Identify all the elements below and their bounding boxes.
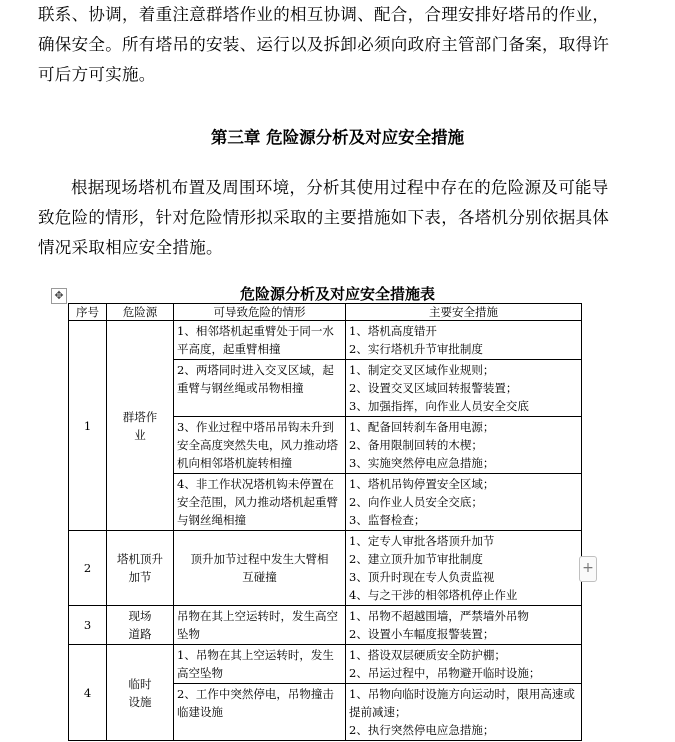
cell-source [107,645,174,741]
text-line: 可后方可实施。 [38,65,156,84]
cell-situation [174,531,346,606]
source-text: 群塔作业 [122,409,158,442]
measure-line: 4、与之干涉的相邻塔机停止作业 [349,588,518,602]
cell-no: 3 [69,606,107,645]
table-row [69,531,582,606]
measure-line: 2、设置小车幅度报警装置； [349,627,495,641]
chapter-title: 第三章 危险源分析及对应安全措施 [210,128,465,147]
text-line: 联系、协调，着重注意群塔作业的相互协调、配合，合理安排好塔吊的作业， [38,5,610,24]
text-line: 情况采取相应安全措施。 [38,238,223,257]
table-row [69,645,582,684]
cell-measures [346,645,582,684]
table-header-row [69,304,582,321]
measure-line: 2、设置交叉区域回转报警装置； [349,381,518,395]
paragraph-top [38,0,630,90]
table-move-handle-icon[interactable]: ✥ [51,288,67,304]
header-cell: 主要安全措施 [346,304,582,321]
measure-line: 1、吊物不超越围墙，严禁墙外吊物 [349,609,529,623]
source-text: 现场道路 [128,609,152,641]
table-row [69,321,582,360]
measure-line: 3、实施突然停电应急措施； [349,456,495,470]
cell-source [107,531,174,606]
table-row [69,606,582,645]
measure-line: 3、加强指挥，向作业人员安全交底 [349,399,529,413]
cell-situation: 2、两塔同时进入交叉区域，起重臂与钢丝绳或吊物相撞 [174,360,346,417]
add-row-plus-icon[interactable]: + [579,556,597,582]
cell-source [107,606,174,645]
cell-situation: 2、工作中突然停电，吊物撞击临建设施 [174,684,346,741]
cell-situation: 1、相邻塔机起重臂处于同一水平高度，起重臂相撞 [174,321,346,360]
source-text: 塔机顶升加节 [117,552,163,584]
cell-source [107,321,174,531]
cell-measures [346,684,582,741]
cell-situation: 3、作业过程中塔吊吊钩未升到安全高度突然失电，风力推动塔机向相邻塔机旋转相撞 [174,417,346,474]
cell-measures [346,360,582,417]
cell-measures [346,321,582,360]
text-line: 确保安全。所有塔吊的安装、运行以及拆卸必须向政府主管部门备案，取得许 [38,35,610,54]
table-title: 危险源分析及对应安全措施表 [239,285,435,303]
measure-line: 1、定专人审批各塔顶升加节 [349,534,495,548]
cell-situation: 4、非工作状况塔机钩未停置在安全范围，风力推动塔机起重臂与钢丝绳相撞 [174,474,346,531]
situation-text: 顶升加节过程中发生大臂相互碰撞 [190,552,329,584]
measure-line: 1、吊物向临时设施方向运动时，限用高速或提前减速； [349,687,575,719]
measure-line: 1、制定交叉区域作业规则； [349,363,495,377]
header-cell: 危险源 [107,304,174,321]
measure-line: 2、建立顶升加节审批制度 [349,552,483,566]
header-cell: 序号 [69,304,107,321]
measure-line: 1、配备回转刹车备用电源； [349,420,495,434]
cell-measures [346,606,582,645]
text-line: 致危险的情形，针对危险情形拟采取的主要措施如下表，各塔机分别依据具体 [38,208,610,227]
cell-measures [346,417,582,474]
measure-line: 2、备用限制回转的木楔； [349,438,483,452]
paragraph-intro [38,173,630,263]
text-line: 根据现场塔机布置及周围环境，分析其使用过程中存在的危险源及可能导 [71,178,609,197]
measure-line: 2、执行突然停电应急措施； [349,723,495,737]
cell-no: 1 [69,321,107,531]
measure-line: 1、塔机吊钩停置安全区域； [349,477,495,491]
cell-situation: 1、吊物在其上空运转时，发生高空坠物 [174,645,346,684]
cell-situation: 吊物在其上空运转时，发生高空坠物 [174,606,346,645]
cell-no: 4 [69,645,107,741]
header-cell: 可导致危险的情形 [174,304,346,321]
cell-measures [346,474,582,531]
measure-line: 2、实行塔机升节审批制度 [349,342,483,356]
measure-line: 2、吊运过程中，吊物避开临时设施； [349,666,541,680]
risk-table [68,303,582,741]
measure-line: 2、向作业人员安全交底； [349,495,483,509]
source-text: 临时设施 [128,676,152,709]
cell-measures [346,531,582,606]
measure-line: 3、监督检查； [349,513,426,527]
measure-line: 1、塔机高度错开 [349,324,437,338]
measure-line: 1、搭设双层硬质安全防护棚； [349,648,506,662]
cell-no: 2 [69,531,107,606]
measure-line: 3、顶升时现在专人负责监视 [349,570,495,584]
